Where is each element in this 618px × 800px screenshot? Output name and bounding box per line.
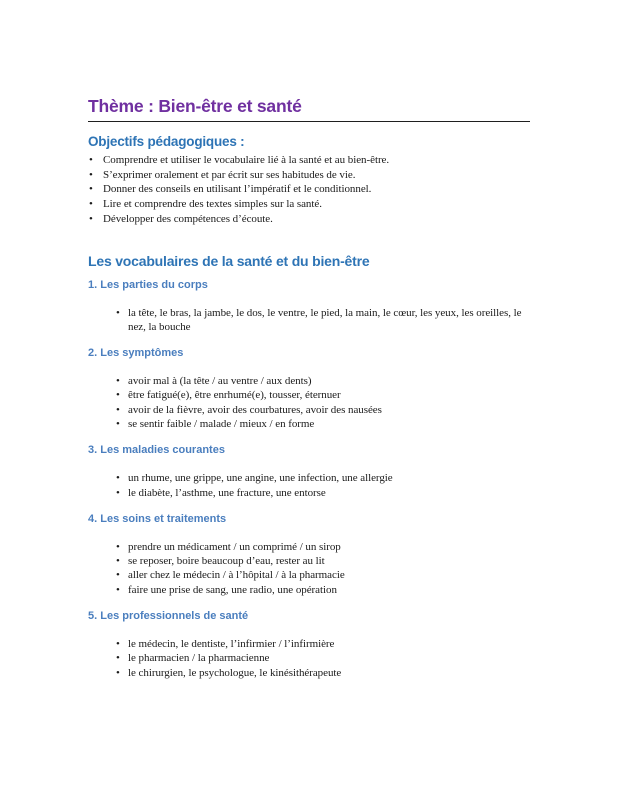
section-body-parts bbox=[88, 279, 530, 335]
list-item: • Lire et comprendre des textes simples sur la santé. bbox=[88, 197, 530, 212]
list-item: • le médecin, le dentiste, l’infirmier / l’infirmière bbox=[115, 637, 530, 651]
section-list bbox=[115, 374, 530, 431]
section-symptoms bbox=[88, 347, 530, 431]
objectives-heading: Objectifs pédagogiques : bbox=[88, 134, 245, 149]
vocabulary-heading: Les vocabulaires de la santé et du bien-être bbox=[88, 252, 370, 269]
list-item: • être fatigué(e), être enrhumé(e), tousser, éternuer bbox=[115, 388, 530, 402]
list-item: • se reposer, boire beaucoup d’eau, rester au lit bbox=[115, 554, 530, 568]
section-illnesses bbox=[88, 444, 530, 500]
section-heading: 3. Les maladies courantes bbox=[88, 444, 225, 457]
list-item: • un rhume, une grippe, une angine, une infection, une allergie bbox=[115, 471, 530, 485]
list-item: • faire une prise de sang, une radio, une opération bbox=[115, 583, 530, 597]
section-list bbox=[115, 637, 530, 680]
list-item: • Développer des compétences d’écoute. bbox=[88, 212, 530, 227]
list-item: • prendre un médicament / un comprimé / un sirop bbox=[115, 540, 530, 554]
list-item: • avoir mal à (la tête / au ventre / aux dents) bbox=[115, 374, 530, 388]
section-heading: 1. Les parties du corps bbox=[88, 278, 208, 291]
list-item: • aller chez le médecin / à l’hôpital / à la pharmacie bbox=[115, 568, 530, 582]
section-list bbox=[115, 540, 530, 597]
list-item: • S’exprimer oralement et par écrit sur ses habitudes de vie. bbox=[88, 168, 530, 183]
list-item: • la tête, le bras, la jambe, le dos, le ventre, le pied, la main, le cœur, les yeux, les oreilles, le nez, la bouche bbox=[115, 306, 530, 335]
section-treatments bbox=[88, 513, 530, 597]
list-item: • Donner des conseils en utilisant l’impératif et le conditionnel. bbox=[88, 182, 530, 197]
list-item: • avoir de la fièvre, avoir des courbatures, avoir des nausées bbox=[115, 403, 530, 417]
list-item: • le diabète, l’asthme, une fracture, une entorse bbox=[115, 486, 530, 500]
section-list bbox=[115, 471, 530, 500]
section-heading: 2. Les symptômes bbox=[88, 347, 184, 360]
document-title: Thème : Bien-être et santé bbox=[88, 96, 530, 122]
section-heading: 5. Les professionnels de santé bbox=[88, 610, 249, 623]
list-item: • le pharmacien / la pharmacienne bbox=[115, 651, 530, 665]
objectives-list bbox=[88, 153, 530, 227]
section-heading: 4. Les soins et traitements bbox=[88, 512, 227, 525]
list-item: • se sentir faible / malade / mieux / en forme bbox=[115, 417, 530, 431]
section-list bbox=[115, 306, 530, 335]
section-health-professionals bbox=[88, 610, 530, 680]
list-item: • Comprendre et utiliser le vocabulaire lié à la santé et au bien-être. bbox=[88, 153, 530, 168]
list-item: • le chirurgien, le psychologue, le kinésithérapeute bbox=[115, 666, 530, 680]
